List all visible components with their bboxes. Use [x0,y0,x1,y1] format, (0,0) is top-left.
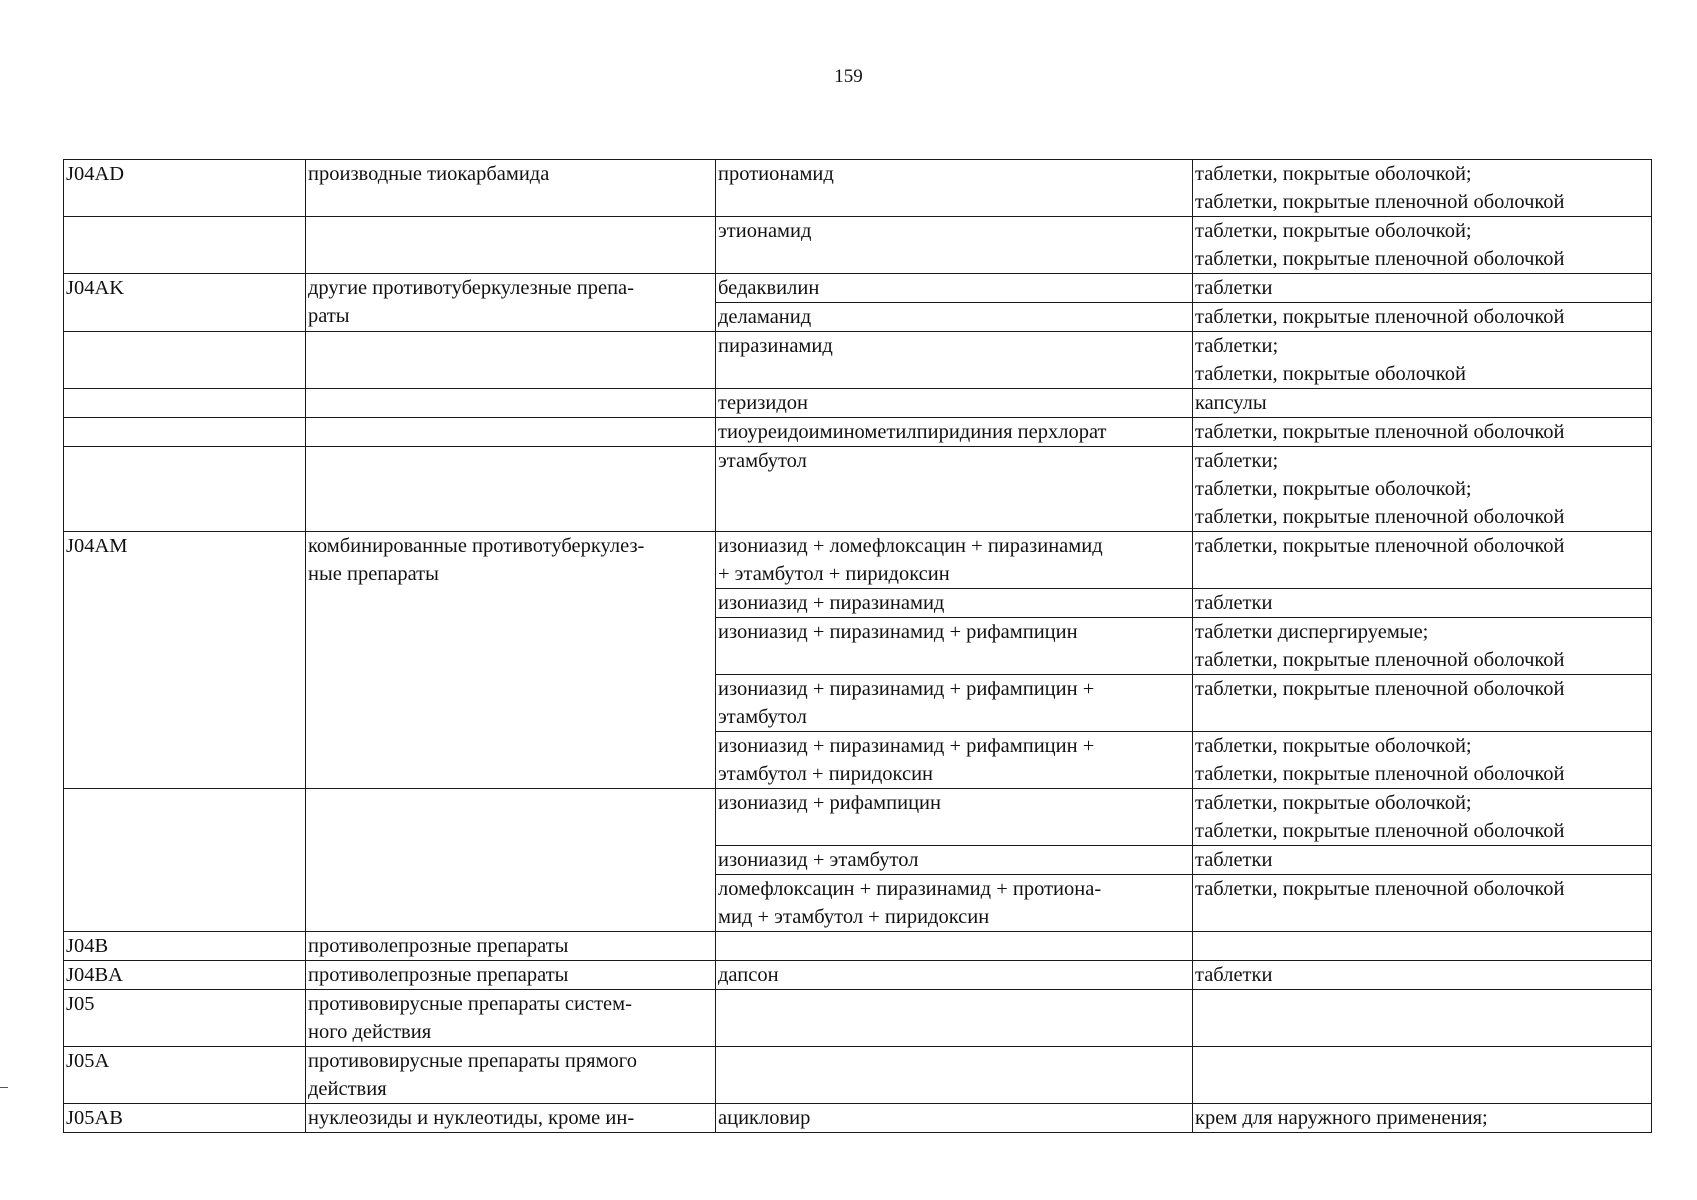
forms-cell: таблетки [1193,589,1652,618]
page-number: 159 [834,66,863,87]
drug-table [63,159,1652,1133]
group-cell [306,418,716,447]
table-row [64,274,1652,303]
group-cell: производные тиокарбамида [306,160,716,217]
atc-code-cell [64,418,306,447]
table-row [64,1047,1652,1104]
group-cell [306,789,716,932]
group-cell [306,447,716,532]
drug-cell [716,1047,1193,1104]
atc-code-cell: J04AM [64,532,306,789]
table-row [64,1104,1652,1133]
table-row [64,932,1652,961]
table-row [64,447,1652,532]
table-row [64,217,1652,274]
atc-code-cell [64,447,306,532]
atc-code-cell [64,389,306,418]
group-line: ного действия [308,1021,432,1043]
drug-cell: бедаквилин [716,274,1193,303]
group-cell [306,274,716,332]
drug-cell: этионамид [716,217,1193,274]
drug-cell: изониазид + рифампицин [716,789,1193,846]
forms-cell: таблетки, покрытые пленочной оболочкой [1193,875,1652,932]
drug-cell: тиоуреидоиминометилпиридиния перхлорат [716,418,1193,447]
drug-cell: дапсон [716,961,1193,990]
group-line: комбинированные противотуберкулез- [308,535,645,557]
atc-code-cell: J05 [64,990,306,1047]
atc-code-cell [64,217,306,274]
group-cell: нуклеозиды и нуклеотиды, кроме ин- [306,1104,716,1133]
drug-cell: этамбутол [716,447,1193,532]
forms-cell: таблетки, покрытые оболочкой; таблетки, покрытые пленочной оболочкой [1193,160,1652,217]
forms-cell: таблетки, покрытые пленочной оболочкой [1193,675,1652,732]
forms-cell: таблетки [1193,961,1652,990]
forms-cell: таблетки, покрытые пленочной оболочкой [1193,303,1652,332]
atc-code-cell: J05AB [64,1104,306,1133]
table-row [64,961,1652,990]
group-cell [306,990,716,1047]
group-line: противовирусные препараты прямого [308,1050,637,1072]
forms-cell: таблетки, покрытые оболочкой; таблетки, покрытые пленочной оболочкой [1193,732,1652,789]
table-row [64,789,1652,846]
group-cell [306,217,716,274]
drug-cell: изониазид + этамбутол [716,846,1193,875]
table-row [64,532,1652,589]
drug-cell: изониазид + ломефлоксацин + пиразинамид + этамбутол + пиридоксин [716,532,1193,589]
drug-cell: изониазид + пиразинамид + рифампицин + этамбутол + пиридоксин [716,732,1193,789]
forms-cell [1193,990,1652,1047]
forms-cell: таблетки, покрытые пленочной оболочкой [1193,418,1652,447]
drug-cell [716,932,1193,961]
drug-cell: ацикловир [716,1104,1193,1133]
drug-cell: пиразинамид [716,332,1193,389]
group-cell [306,532,716,789]
table-row [64,332,1652,389]
forms-cell: таблетки [1193,274,1652,303]
forms-cell: таблетки; таблетки, покрытые оболочкой; таблетки, покрытые пленочной оболочкой [1193,447,1652,532]
atc-code-cell: J04AK [64,274,306,332]
atc-code-cell: J05A [64,1047,306,1104]
atc-code-cell [64,789,306,932]
forms-cell: таблетки, покрытые пленочной оболочкой [1193,532,1652,589]
group-cell: противолепрозные препараты [306,932,716,961]
drug-cell [716,990,1193,1047]
forms-cell: крем для наружного применения; [1193,1104,1652,1133]
drug-cell: деламанид [716,303,1193,332]
atc-code-cell: J04BA [64,961,306,990]
drug-cell: ломефлоксацин + пиразинамид + протиона- мид + этамбутол + пиридоксин [716,875,1193,932]
group-cell: противолепрозные препараты [306,961,716,990]
table-row [64,389,1652,418]
group-line: раты [308,305,350,327]
forms-cell [1193,1047,1652,1104]
drug-cell: теризидон [716,389,1193,418]
group-line: противовирусные препараты систем- [308,993,632,1015]
margin-mark [0,1087,8,1088]
group-cell [306,1047,716,1104]
group-line: ные препараты [308,563,439,585]
atc-code-cell: J04AD [64,160,306,217]
table-row [64,160,1652,217]
forms-cell: таблетки; таблетки, покрытые оболочкой [1193,332,1652,389]
forms-cell [1193,932,1652,961]
forms-cell: таблетки, покрытые оболочкой; таблетки, покрытые пленочной оболочкой [1193,789,1652,846]
atc-code-cell [64,332,306,389]
drug-cell: изониазид + пиразинамид + рифампицин [716,618,1193,675]
group-line: действия [308,1078,387,1100]
group-line: другие противотуберкулезные препа- [308,277,634,299]
group-cell [306,389,716,418]
table-row [64,990,1652,1047]
forms-cell: капсулы [1193,389,1652,418]
forms-cell: таблетки, покрытые оболочкой; таблетки, покрытые пленочной оболочкой [1193,217,1652,274]
forms-cell: таблетки [1193,846,1652,875]
drug-cell: протионамид [716,160,1193,217]
drug-cell: изониазид + пиразинамид [716,589,1193,618]
atc-code-cell: J04B [64,932,306,961]
drug-cell: изониазид + пиразинамид + рифампицин + этамбутол [716,675,1193,732]
forms-cell: таблетки диспергируемые; таблетки, покрытые пленочной оболочкой [1193,618,1652,675]
table-row [64,418,1652,447]
group-cell [306,332,716,389]
